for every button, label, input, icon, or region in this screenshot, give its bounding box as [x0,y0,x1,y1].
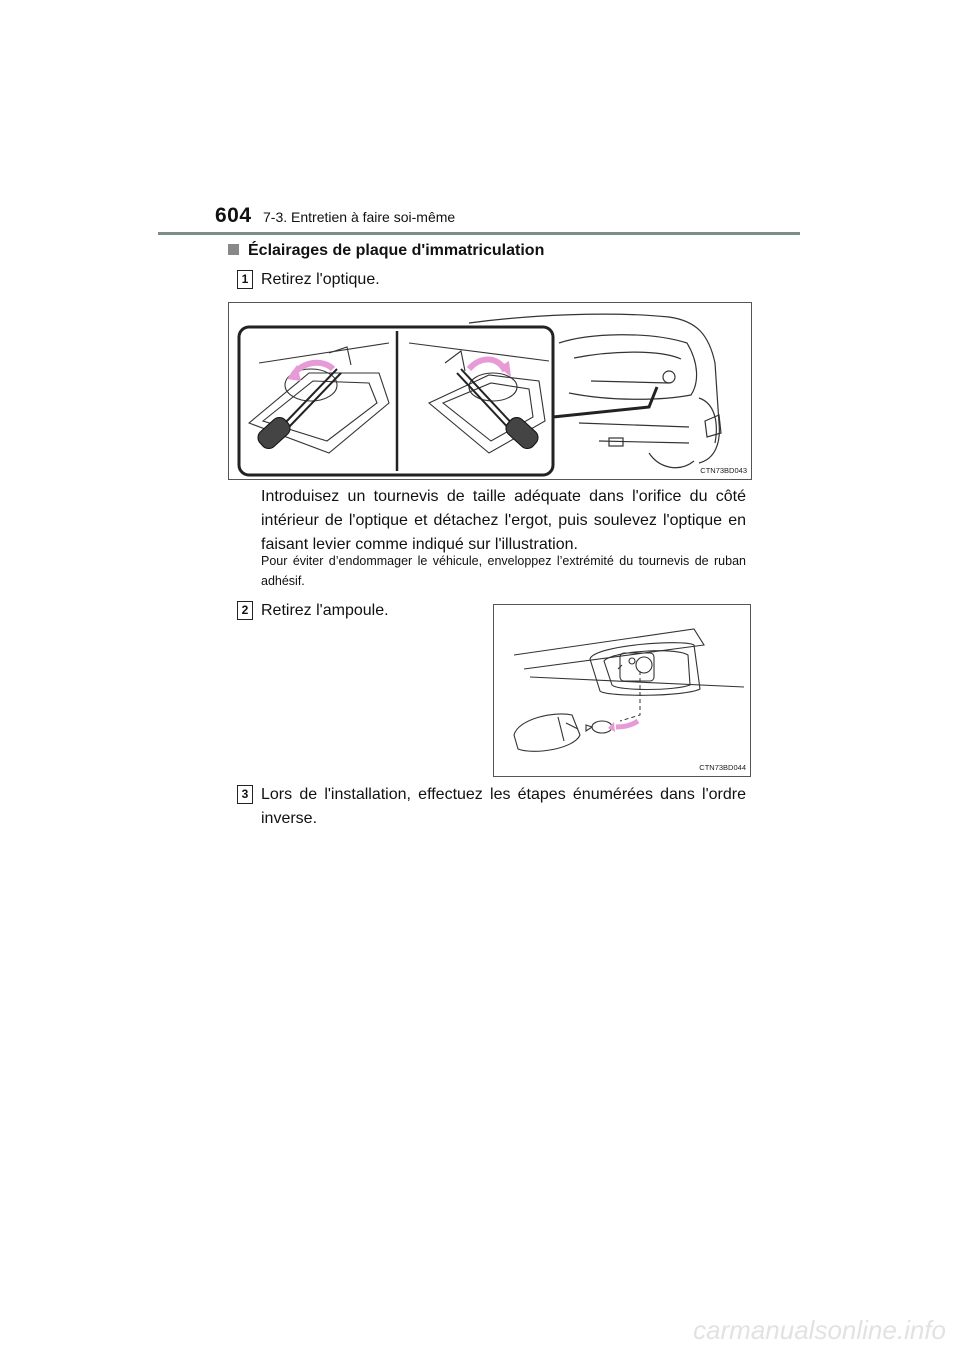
page-number: 604 [215,204,252,227]
step-1-text: Retirez l'optique. [261,271,380,288]
watermark: carmanualsonline.info [693,1315,946,1345]
step-badge-2: 2 [237,601,253,620]
section-heading [228,242,544,260]
figure-2-code: CTN73BD044 [699,763,746,772]
step-badge-3: 3 [237,785,253,804]
heading-square-icon [228,244,239,255]
step-3-text: Lors de l'installation, effectuez les étapes énumérées dans l'ordre inverse. [261,786,746,827]
step-1-paragraph: Introduisez un tournevis de taille adéquate dans l'orifice du côté intérieur de l'optique et détachez l'ergot, puis soulevez l'optique en faisant levier comme indiqué sur l'illustration. [261,488,746,553]
figure-1-illustration [229,303,751,479]
step-1-note: Pour éviter d’endommager le véhicule, enveloppez l’extrémité du tournevis de ruban adhésif. [261,554,746,588]
figure-license-light-removal [228,302,752,480]
figure-1-code: CTN73BD043 [700,466,747,475]
section-title: 7-3. Entretien à faire soi-même [263,209,456,225]
step-badge-1: 1 [237,270,253,289]
figure-2-illustration [494,605,750,776]
step-2-text: Retirez l'ampoule. [261,602,389,619]
figure-bulb-removal [493,604,751,777]
header-rule [158,232,800,235]
heading-text: Éclairages de plaque d'immatriculation [248,242,545,259]
